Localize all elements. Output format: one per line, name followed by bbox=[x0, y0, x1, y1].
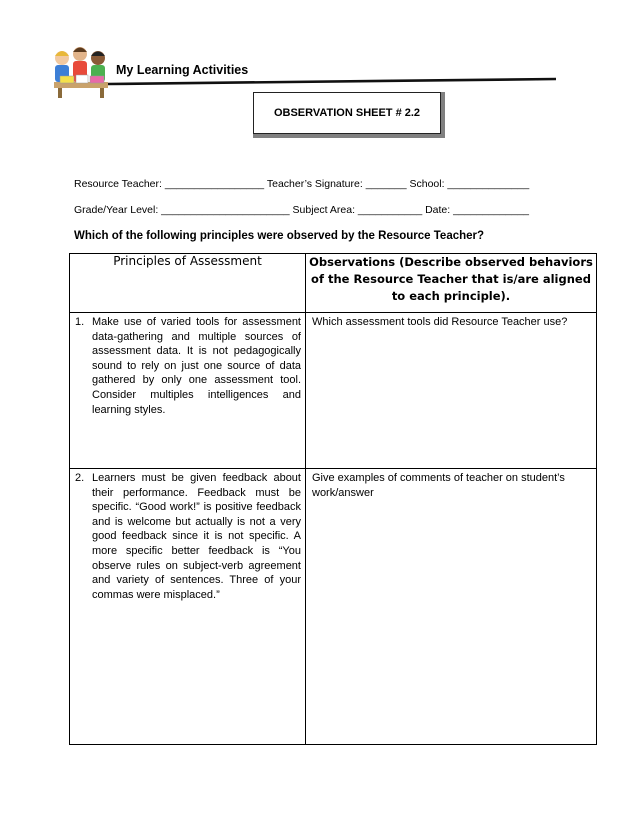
principle-number: 1. bbox=[75, 316, 85, 328]
children-reading-icon bbox=[50, 44, 112, 100]
header-title: My Learning Activities bbox=[116, 63, 249, 77]
principle-cell bbox=[70, 469, 306, 745]
observation-prompt: Which assessment tools did Resource Teacher use? bbox=[312, 316, 568, 328]
table-header-row bbox=[70, 254, 597, 313]
observation-sheet-title-box bbox=[253, 92, 445, 138]
question-text: Which of the following principles were observed by the Resource Teacher? bbox=[74, 230, 485, 242]
header-observations: Observations (Describe observed behaviors of the Resource Teacher that is/are aligned to each principle). bbox=[306, 254, 597, 313]
observation-cell[interactable] bbox=[306, 469, 597, 745]
form-line-teacher-school: Resource Teacher: _________________ Teacher’s Signature: _______ School: ______________ bbox=[74, 178, 530, 190]
principle-number: 2. bbox=[75, 472, 85, 484]
header-principles: Principles of Assessment bbox=[70, 254, 306, 313]
form-line-grade-subject-date: Grade/Year Level: ______________________ Subject Area: ___________ Date: _____________ bbox=[74, 204, 530, 216]
principle-text: Make use of varied tools for assessment data-gathering and multiple sources of assessment data. It is not pedagogically sound to rely on just one source of data gathered by only one assessment tool. Consider multiples intelligences and learning styles. bbox=[92, 316, 301, 416]
principle-cell bbox=[70, 313, 306, 469]
header-rule bbox=[108, 76, 556, 86]
observation-cell[interactable] bbox=[306, 313, 597, 469]
table-row bbox=[70, 469, 597, 745]
observation-prompt: Give examples of comments of teacher on student’s work/answer bbox=[312, 472, 565, 499]
principle-text: Learners must be given feedback about their performance. Feedback must be specific. “Good work!” is positive feedback and is welcome but actually is not a very good feedback since it is not specific. A more specific better feedback is “You observe rules on subject-verb agreement and variety of sentences. Three of your commas were misplaced.” bbox=[92, 472, 301, 601]
observation-table bbox=[69, 253, 597, 745]
observation-sheet-title: OBSERVATION SHEET # 2.2 bbox=[253, 92, 441, 134]
table-row bbox=[70, 313, 597, 469]
